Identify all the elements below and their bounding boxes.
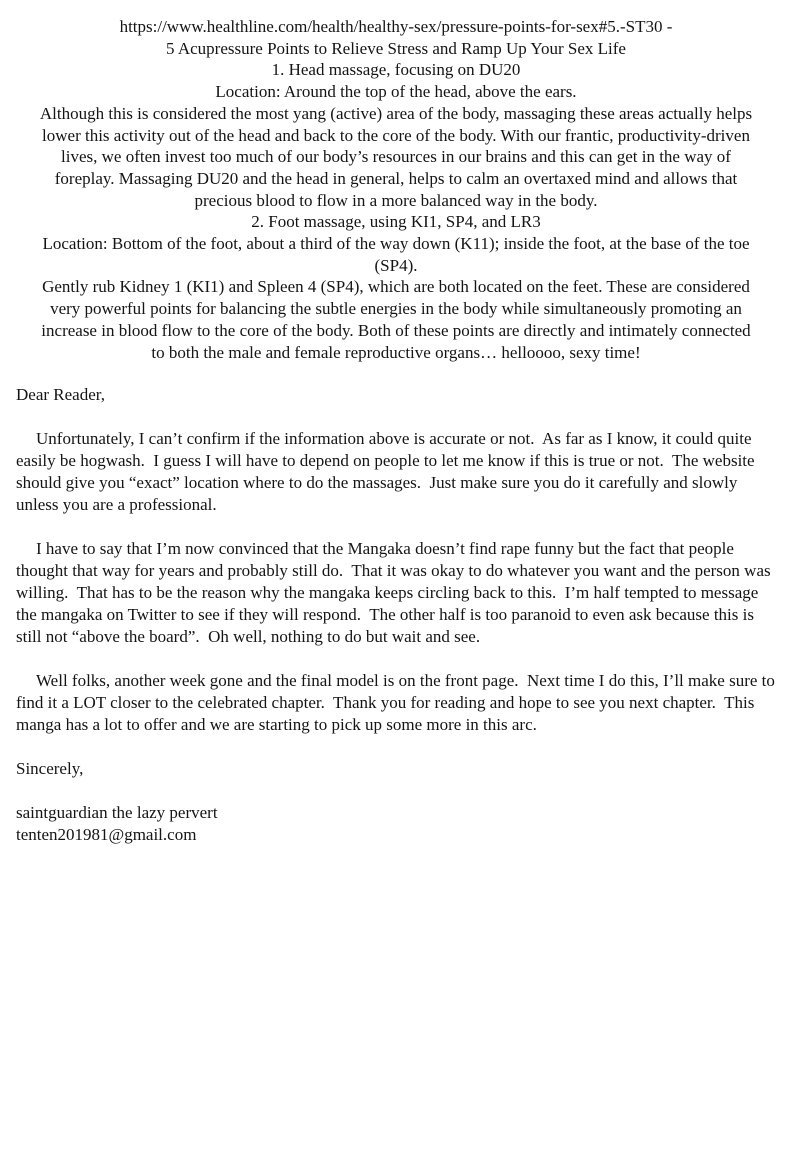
excerpt-line: precious blood to flow in a more balanced way in the body. (194, 190, 598, 210)
article-excerpt (16, 16, 776, 363)
signature-block (16, 802, 776, 846)
translator-letter (16, 384, 780, 846)
excerpt-line: increase in blood flow to the core of the body. Both of these points are directly and intimately connected (41, 320, 751, 340)
letter-paragraph: I have to say that I’m now convinced that the Mangaka doesn’t find rape funny but the fact that people thought that way for years and probably still do. That it was okay to do whatever you want and the person was willing. That has to be the reason why the mangaka keeps circling back to this. I’m half tempted to message the mangaka on Twitter to see if they will respond. The other half is too paranoid to even ask because this is still not “above the board”. Oh well, nothing to do but wait and see. (16, 539, 775, 647)
excerpt-line: to both the male and female reproductive organs… helloooo, sexy time! (151, 342, 641, 362)
excerpt-line: 1. Head massage, focusing on DU20 (271, 60, 521, 80)
letter-body (16, 428, 780, 736)
excerpt-line: 2. Foot massage, using KI1, SP4, and LR3 (251, 212, 541, 232)
signature-email: tenten201981@gmail.com (16, 825, 197, 845)
excerpt-line: very powerful points for balancing the subtle energies in the body while simultaneously promoting an (50, 299, 742, 319)
signature-name: saintguardian the lazy pervert (16, 803, 218, 823)
excerpt-line: Although this is considered the most yang (active) area of the body, massaging these areas actually helps (39, 103, 753, 123)
closing: Sincerely, (16, 759, 84, 779)
excerpt-line: Gently rub Kidney 1 (KI1) and Spleen 4 (SP4), which are both located on the feet. These are considered (42, 277, 750, 297)
excerpt-line: Location: Bottom of the foot, about a third of the way down (K11); inside the foot, at the base of the toe (42, 234, 750, 254)
salutation: Dear Reader, (16, 385, 105, 405)
excerpt-line: 5 Acupressure Points to Relieve Stress and Ramp Up Your Sex Life (166, 38, 626, 58)
excerpt-line: (SP4). (374, 255, 418, 275)
excerpt-line: Location: Around the top of the head, above the ears. (215, 82, 577, 102)
excerpt-line: lives, we often invest too much of our body’s resources in our brains and this can get in the way of (61, 147, 731, 167)
excerpt-line: foreplay. Massaging DU20 and the head in general, helps to calm an overtaxed mind and allows that (54, 168, 738, 188)
letter-paragraph: Unfortunately, I can’t confirm if the information above is accurate or not. As far as I know, it could quite easily be hogwash. I guess I will have to depend on people to let me know if this is true or not. The website should give you “exact” location where to do the massages. Just make sure you do it carefully and slowly unless you are a professional. (16, 429, 759, 515)
letter-paragraph: Well folks, another week gone and the final model is on the front page. Next time I do this, I’ll make sure to find it a LOT closer to the celebrated chapter. Thank you for reading and hope to see you next chapter. This manga has a lot to offer and we are starting to pick up some more in this arc. (16, 671, 780, 735)
excerpt-line: https://www.healthline.com/health/healthy-sex/pressure-points-for-sex#5.-ST30 - (119, 17, 673, 36)
excerpt-line: lower this activity out of the head and back to the core of the body. With our frantic, productivity-driven (42, 125, 750, 145)
